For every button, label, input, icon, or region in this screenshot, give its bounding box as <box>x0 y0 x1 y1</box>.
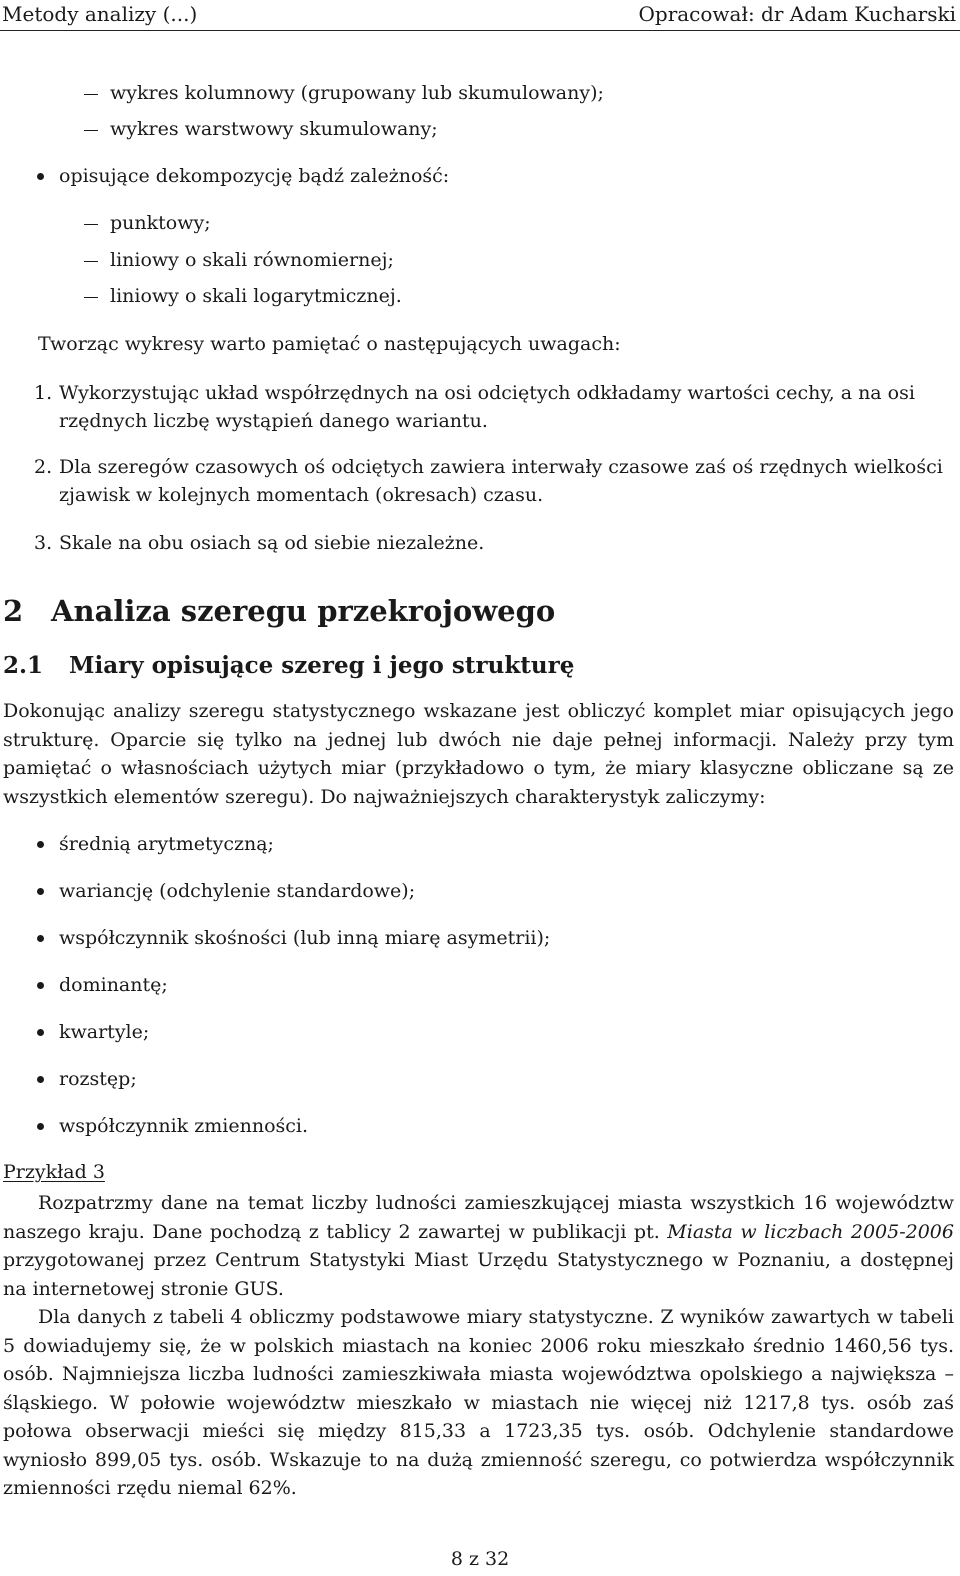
enum-text: zjawisk w kolejnych momentach (okresach) czasu. <box>59 484 544 506</box>
list-item: wariancję (odchylenie standardowe); <box>59 880 416 902</box>
bullet-marker <box>37 841 44 848</box>
bullet-marker <box>37 1076 44 1083</box>
section-title: Analiza szeregu przekrojowego <box>51 594 556 628</box>
list-item: średnią arytmetyczną; <box>59 833 274 855</box>
list-item: kwartyle; <box>59 1021 150 1043</box>
remarks-intro: Tworząc wykresy warto pamiętać o następujących uwagach: <box>38 333 621 355</box>
section-heading <box>3 594 555 628</box>
bullet-marker <box>37 1123 44 1130</box>
subsection-number: 2.1 <box>3 652 44 679</box>
example-text: Rozpatrzmy dane na temat liczby ludności zamieszkującej miasta wszystkich 16 województw naszego kraju. Dane pochodzą z tablicy 2 zawartej w publikacji pt. <box>3 1192 954 1243</box>
list-item: liniowy o skali logarytmicznej. <box>110 285 402 307</box>
list-item: współczynnik skośności (lub inną miarę asymetrii); <box>59 927 551 949</box>
enum-text: Dla szeregów czasowych oś odciętych zawiera interwały czasowe zaś oś rzędnych wielkości <box>59 456 943 478</box>
bullet-marker <box>37 935 44 942</box>
enum-text: rzędnych liczbę wystąpień danego wariantu. <box>59 410 488 432</box>
list-item: wykres warstwowy skumulowany; <box>110 118 438 140</box>
bullet-marker <box>37 888 44 895</box>
header-title: Metody analizy (...) <box>2 2 198 26</box>
example-text: przygotowanej przez Centrum Statystyki Miast Urzędu Statystycznego w Poznaniu, a dostępnej na internetowej stronie GUS. <box>3 1249 954 1300</box>
enum-text: Skale na obu osiach są od siebie niezależne. <box>59 532 485 554</box>
subsection-title: Miary opisujące szereg i jego strukturę <box>69 652 575 679</box>
body-paragraph: Dokonując analizy szeregu statystycznego wskazane jest obliczyć komplet miar opisujących jego strukturę. Oparcie się tylko na jednej lub dwóch nie daje pełnej informacji. Należy przy tym pamiętać o własnościach użytych miar (przykładowo o tym, że miary klasyczne obliczane są ze wszystkich elementów szeregu). Do najważniejszych charakterystyk zaliczymy: <box>3 700 954 808</box>
list-item: liniowy o skali równomiernej; <box>110 249 394 271</box>
subsection-heading <box>3 652 574 679</box>
enum-number: 1. <box>34 382 53 404</box>
dash-marker <box>84 224 98 225</box>
enum-number: 2. <box>34 456 53 478</box>
enum-number: 3. <box>34 532 53 554</box>
list-item: dominantę; <box>59 974 168 996</box>
list-item: punktowy; <box>110 212 211 234</box>
header-rule <box>0 30 960 31</box>
list-item: opisujące dekompozycję bądź zależność: <box>59 165 450 187</box>
bullet-marker <box>37 1029 44 1036</box>
list-item: współczynnik zmienności. <box>59 1115 309 1137</box>
enum-text: Wykorzystując układ współrzędnych na osi odciętych odkładamy wartości cechy, a na osi <box>59 382 915 404</box>
list-item: wykres kolumnowy (grupowany lub skumulowany); <box>110 82 604 104</box>
bullet-marker <box>37 173 44 180</box>
page-number: 8 z 32 <box>450 1548 510 1570</box>
header-author: Opracował: dr Adam Kucharski <box>638 2 956 26</box>
example-paragraph <box>3 1189 954 1303</box>
list-item: rozstęp; <box>59 1068 137 1090</box>
dash-marker <box>84 130 98 131</box>
section-number: 2 <box>3 594 24 628</box>
publication-title: Miasta w liczbach 2005-2006 <box>667 1220 954 1243</box>
dash-marker <box>84 297 98 298</box>
example-label: Przykład 3 <box>3 1161 105 1183</box>
dash-marker <box>84 94 98 95</box>
example-paragraph: Dla danych z tabeli 4 obliczmy podstawowe miary statystyczne. Z wyników zawartych w tabeli 5 dowiadujemy się, że w polskich miastach na koniec 2006 roku mieszkało średnio 1460,56 tys. osób. Najmniejsza liczba ludności zamieszkiwała miasta województwa opolskiego a największa – śląskiego. W połowie województw mieszkało w miastach nie więcej niż 1217,8 tys. osób zaś połowa obserwacji mieści się między 815,33 a 1723,35 tys. osób. Odchylenie standardowe wyniosło 899,05 tys. osób. Wskazuje to na dużą zmienność szeregu, co potwierdza współczynnik zmienności rzędu niemal 62%. <box>3 1306 954 1499</box>
bullet-marker <box>37 982 44 989</box>
dash-marker <box>84 261 98 262</box>
running-header <box>0 0 960 28</box>
